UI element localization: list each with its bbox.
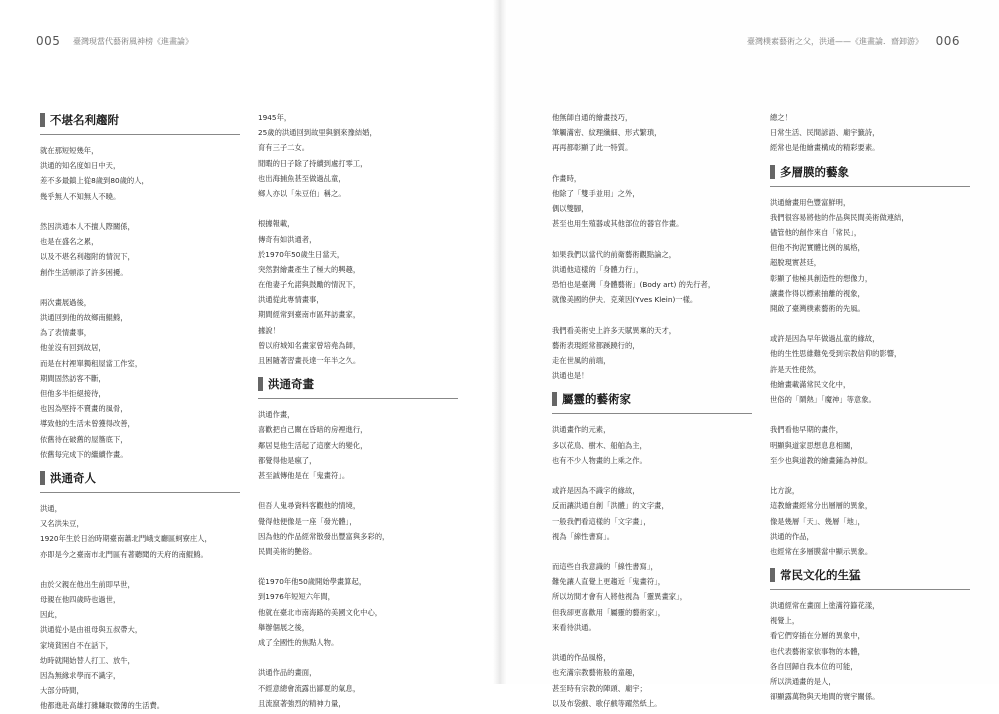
paragraph-break bbox=[552, 232, 752, 247]
text-line: 在他妻子允諾與鼓勵的情況下， bbox=[258, 280, 361, 290]
text-line: 導致他的生活未曾獲得改善， bbox=[40, 419, 135, 429]
text-line: 但他不拘泥實體比例的風格， bbox=[770, 243, 865, 253]
text-column-4 bbox=[770, 110, 970, 704]
text-line: 覺得他便像是一座「發光體」， bbox=[258, 516, 357, 526]
section-title: 常民文化的生猛 bbox=[780, 568, 861, 583]
text-line: 作畫時， bbox=[552, 173, 582, 183]
text-line: 由於父親在他出生前即早世， bbox=[40, 579, 135, 589]
text-line: 恐怕也是臺灣「身體藝術」(Body art) 的先行者， bbox=[552, 280, 716, 290]
paragraph-break bbox=[258, 201, 458, 216]
text-line: 且流竄著強烈的精神力量， bbox=[258, 698, 346, 708]
paragraph-group bbox=[40, 143, 240, 462]
text-line: 看它們穿插在分層的異象中， bbox=[770, 631, 865, 641]
text-line: 突然對繪畫產生了極大的興趣， bbox=[258, 264, 361, 274]
text-line: 他無師自通的繪畫技巧， bbox=[552, 113, 633, 122]
section-title: 洪通奇畫 bbox=[268, 377, 314, 392]
text-line: 洪通的知名度如日中天， bbox=[40, 161, 121, 171]
paragraph-break bbox=[770, 407, 970, 422]
text-line: 儘管他的創作來自「常民」， bbox=[770, 227, 862, 237]
paragraph-break bbox=[40, 204, 240, 219]
text-line: 甚至時有宗教的陣頭、廟宇； bbox=[552, 683, 647, 693]
text-line: 他除了「雙手並用」之外， bbox=[552, 188, 640, 198]
text-line: 視覺上， bbox=[770, 616, 800, 626]
text-line: 然因洪通本人不擅人際關係， bbox=[40, 221, 135, 231]
running-header-right bbox=[747, 34, 960, 48]
book-gutter bbox=[493, 0, 507, 684]
text-line: 也出海捕魚甚至做過乩童， bbox=[258, 173, 346, 183]
paragraph-break bbox=[258, 559, 458, 574]
paragraph-break bbox=[552, 307, 752, 322]
text-line: 但吾人鬼尋資料客觀他的情境， bbox=[258, 501, 361, 511]
text-line: 家境貧困自不在話下， bbox=[40, 640, 113, 650]
text-line: 洪通作畫， bbox=[258, 410, 295, 420]
text-line: 日常生活、民間諺語、廟宇籤詩， bbox=[770, 128, 880, 138]
text-line: 許是天性使然， bbox=[770, 364, 822, 374]
text-line: 幾乎無人不知無人不曉。 bbox=[40, 191, 121, 201]
running-title-right: 臺灣樸素藝術之父，洪通——《進畫論．齋卸游》 bbox=[747, 37, 924, 46]
text-line: 從1970年他50歲開始學畫算起， bbox=[258, 577, 367, 587]
text-line: 舉辦個展之後， bbox=[258, 622, 310, 632]
section-heading bbox=[40, 110, 240, 135]
text-line: 開啟了臺灣樸素藝術的先風。 bbox=[770, 303, 865, 313]
text-line: 民間美術的艷俗。 bbox=[258, 546, 317, 556]
section-heading bbox=[258, 374, 458, 399]
paragraph-break bbox=[552, 468, 752, 483]
text-line: 就像美國的伊夫．克萊因(Yves Klein)一樣。 bbox=[552, 295, 698, 305]
text-line: 我們看他早期的畫作， bbox=[770, 425, 843, 435]
text-line: 洪通的作品風格， bbox=[552, 653, 611, 663]
paragraph-group bbox=[258, 110, 458, 368]
text-line: 差不多最鎮上從8歲到80歲的人， bbox=[40, 176, 149, 186]
text-line: 大部分時間， bbox=[40, 686, 84, 696]
text-line: 多以花鳥、樹木、船舶為主， bbox=[552, 440, 647, 450]
text-line: 經常也是他繪畫構成的精彩要素。 bbox=[770, 143, 880, 153]
text-line: 明顯與道家思想息息相關， bbox=[770, 440, 858, 450]
text-line: 他就在臺北市南海路的美國文化中心， bbox=[258, 607, 383, 617]
text-line: 總之！ bbox=[770, 113, 792, 122]
paragraph-break bbox=[770, 316, 970, 331]
text-line: 傳奇有如洪通者， bbox=[258, 234, 317, 244]
text-line: 且困隨著習畫長達一年半之久。 bbox=[258, 356, 361, 365]
text-line: 育有三子二女。 bbox=[258, 143, 310, 153]
text-line: 甚至也用生殖器或其他部位的器官作畫。 bbox=[552, 219, 684, 229]
text-line: 比方說， bbox=[770, 486, 800, 496]
text-line: 他繪畫載滿常民文化中， bbox=[770, 379, 851, 389]
paragraph-break bbox=[552, 544, 752, 559]
text-line: 亦即是今之臺南市北門區有著聽聞的天府的南鯤鯓。 bbox=[40, 549, 208, 559]
text-line: 他並沒有回到故居， bbox=[40, 343, 106, 353]
text-column-3 bbox=[552, 110, 752, 711]
section-title: 多層膜的藝象 bbox=[780, 164, 849, 179]
text-line: 以及布袋戲、歌仔戲等躍然紙上。 bbox=[552, 698, 662, 708]
text-line: 也代表藝術家依事物的本體， bbox=[770, 646, 865, 656]
text-line: 洪通畫作的元素， bbox=[552, 425, 611, 435]
text-line: 於1970年50歲生日當天， bbox=[258, 249, 345, 259]
heading-marker bbox=[40, 113, 45, 127]
text-line: 因為無緣求學而不識字， bbox=[40, 671, 121, 680]
text-line: 也充滿宗教藝術般的童趣， bbox=[552, 668, 640, 678]
text-line: 母親在他四歲時也過世， bbox=[40, 595, 121, 605]
text-line: 也是在盛名之累， bbox=[40, 237, 99, 247]
paragraph-break bbox=[258, 650, 458, 665]
text-line: 成了全國性的焦點人物。 bbox=[258, 638, 339, 647]
text-line: 但我卻更喜歡用「屬靈的藝術家」， bbox=[552, 607, 666, 617]
paragraph-group bbox=[552, 110, 752, 383]
running-title-left: 臺灣現當代藝術風神榜《進畫論》 bbox=[72, 37, 193, 46]
text-line: 1920年生於日治時期臺南蕭北門峨支廳區蚵寮庄人， bbox=[40, 534, 212, 544]
running-header-left bbox=[36, 34, 193, 48]
paragraph-break bbox=[40, 562, 240, 577]
text-column-1 bbox=[40, 110, 240, 714]
text-line: 反而讓洪通自創「洪體」的文字畫， bbox=[552, 501, 669, 511]
text-line: 洪通作品的畫面， bbox=[258, 668, 317, 678]
text-line: 也經常在多層膜當中顯示異象。 bbox=[770, 546, 873, 556]
text-line: 而這些自我意識的「線性書寫」， bbox=[552, 562, 658, 572]
text-line: 我們看美術史上許多天賦異稟的天才， bbox=[552, 325, 677, 335]
text-line: 幼時就開始替人打工、放牛， bbox=[40, 655, 135, 665]
text-line: 不經意總會流露出鄙夏的氣息， bbox=[258, 683, 361, 693]
text-line: 因為他的作品經常散發出豐富與多彩的， bbox=[258, 531, 390, 541]
text-line: 洪通從此專情畫事， bbox=[258, 295, 324, 305]
paragraph-group bbox=[770, 110, 970, 156]
text-line: 洪通繪畫用色豐富鮮明， bbox=[770, 197, 851, 207]
text-line: 他都進赴高雄打雜賺取微薄的生活費。 bbox=[40, 701, 165, 711]
paragraph-group bbox=[552, 422, 752, 711]
text-line: 或許是因為不識字的緣故， bbox=[552, 486, 640, 496]
heading-marker bbox=[258, 377, 263, 391]
text-column-2 bbox=[258, 110, 458, 711]
text-line: 依舊待在破舊的屋簷底下， bbox=[40, 434, 128, 444]
text-line: 筆觸滿密、紋理纖細、形式繁瑣， bbox=[552, 128, 662, 138]
text-line: 至少也與道教的繪畫鋪為神似。 bbox=[770, 455, 873, 465]
text-line: 就在那短短幾年， bbox=[40, 146, 99, 155]
text-line: 又名洪朱豆， bbox=[40, 519, 84, 529]
section-heading bbox=[770, 565, 970, 590]
text-line: 洪通從小是由祖母與五叔帶大， bbox=[40, 625, 143, 635]
text-line: 像是幾層「天」、幾層「地」， bbox=[770, 516, 865, 526]
text-line: 甚至誠傳他是在「鬼畫符」。 bbox=[258, 470, 350, 480]
section-title: 屬靈的藝術家 bbox=[562, 392, 631, 407]
text-line: 彰顯了他極具創造性的想像力， bbox=[770, 273, 873, 283]
text-line: 所以洪通畫的是人， bbox=[770, 677, 836, 686]
text-line: 我們很容易將他的作品與民間美術做連結， bbox=[770, 212, 909, 222]
text-line: 難免讓人直覺上更趨近「鬼畫符」， bbox=[552, 577, 666, 587]
paragraph-break bbox=[770, 468, 970, 483]
text-line: 以及不堪名利趨附的情況下， bbox=[40, 252, 135, 262]
text-line: 藝術表現經常都蹊蹺行的， bbox=[552, 340, 640, 350]
paragraph-break bbox=[258, 483, 458, 498]
text-line: 期間固然訪客不斷， bbox=[40, 373, 106, 383]
text-line: 他的生性思維難免受到宗教信仰的影響， bbox=[770, 349, 902, 359]
paragraph-break bbox=[40, 280, 240, 295]
text-line: 卻顯露萬物與天地間的寰宇關係。 bbox=[770, 692, 880, 702]
text-line: 喜歡把自己關在昏暗的房裡進行， bbox=[258, 425, 368, 435]
text-line: 到1976年短短六年間， bbox=[258, 592, 335, 602]
text-line: 洪通的作品， bbox=[770, 531, 814, 541]
text-line: 為了表情畫事， bbox=[40, 328, 92, 338]
text-line: 1945年， bbox=[258, 113, 292, 122]
text-line: 25歲的洪通回到故里與劉來豫結婚， bbox=[258, 128, 377, 138]
section-heading bbox=[770, 162, 970, 187]
heading-marker bbox=[40, 471, 45, 485]
text-line: 這教繪畫經常分出層層的異象， bbox=[770, 501, 873, 511]
text-line: 一般我們看這樣的「文字畫」， bbox=[552, 516, 651, 526]
paragraph-break bbox=[552, 635, 752, 650]
text-line: 視為「線性書寫」。 bbox=[552, 531, 615, 541]
text-line: 如果我們以當代的前衛藝術觀點論之， bbox=[552, 249, 677, 259]
heading-marker bbox=[552, 392, 557, 406]
text-line: 也有不少人物畫的上乘之作。 bbox=[552, 455, 647, 465]
text-line: 洪通回到他的故鄉南鯤鯓， bbox=[40, 313, 128, 323]
text-line: 鄰居見他生活起了這麼大的變化， bbox=[258, 440, 368, 450]
text-line: 曾以府城知名畫家曾培堯為師， bbox=[258, 340, 361, 350]
text-line: 依舊每完成下的繼續作畫。 bbox=[40, 449, 128, 459]
text-line: 也因為堅持不賣畫的風骨， bbox=[40, 404, 128, 414]
text-line: 據說！ bbox=[258, 325, 280, 335]
heading-marker bbox=[770, 568, 775, 582]
paragraph-group bbox=[770, 195, 970, 560]
text-line: 偶以雙腳， bbox=[552, 204, 589, 214]
text-line: 世俗的「鬧熱」「魔神」等意象。 bbox=[770, 395, 876, 404]
text-line: 都覺得他是瘋了， bbox=[258, 455, 317, 465]
paragraph-break bbox=[552, 156, 752, 171]
section-title: 不堪名利趨附 bbox=[50, 113, 119, 127]
text-line: 根據報載， bbox=[258, 219, 295, 229]
text-line: 超脫現實甚廷， bbox=[770, 258, 822, 268]
text-line: 讓畫作得以標素抽離的視象， bbox=[770, 288, 865, 298]
text-line: 但他多半拒絕接待， bbox=[40, 389, 106, 398]
text-line: 期間經常到臺南市區拜訪畫家， bbox=[258, 310, 361, 320]
text-line: 再再都彰顯了此一特質。 bbox=[552, 143, 633, 153]
paragraph-group bbox=[40, 501, 240, 714]
text-line: 閒暇的日子除了持續到處打零工， bbox=[258, 158, 368, 168]
text-line: 洪通也是！ bbox=[552, 371, 589, 381]
page-number-left: 005 bbox=[36, 34, 61, 48]
page-number-right: 006 bbox=[935, 34, 960, 48]
heading-marker bbox=[770, 165, 775, 179]
text-line: 洪通他這樣的「身體力行」， bbox=[552, 264, 644, 274]
text-line: 洪通經常在畫面上塗滿符籙花漾， bbox=[770, 601, 880, 611]
section-heading bbox=[552, 389, 752, 414]
text-line: 因此， bbox=[40, 610, 62, 620]
text-line: 走在世風的前端， bbox=[552, 356, 611, 365]
text-line: 創作生活頓添了許多困擾。 bbox=[40, 267, 128, 277]
text-line: 所以坊間才會有人將他視為「靈異畫家」， bbox=[552, 592, 687, 602]
text-line: 來看待洪通。 bbox=[552, 622, 596, 632]
section-title: 洪通奇人 bbox=[50, 470, 96, 485]
paragraph-group bbox=[258, 407, 458, 711]
text-line: 鄉人亦以「朱豆伯」稱之。 bbox=[258, 188, 346, 198]
text-line: 洪通， bbox=[40, 503, 62, 513]
section-heading bbox=[40, 468, 240, 493]
paragraph-group bbox=[770, 598, 970, 704]
text-line: 而是在村裡單獨租屋當工作室， bbox=[40, 358, 143, 368]
text-line: 或許是因為早年做過乩童的緣故， bbox=[770, 334, 880, 344]
text-line: 各自回歸自我本位的可能， bbox=[770, 661, 858, 671]
text-line: 兩次畫展過後， bbox=[40, 297, 92, 307]
